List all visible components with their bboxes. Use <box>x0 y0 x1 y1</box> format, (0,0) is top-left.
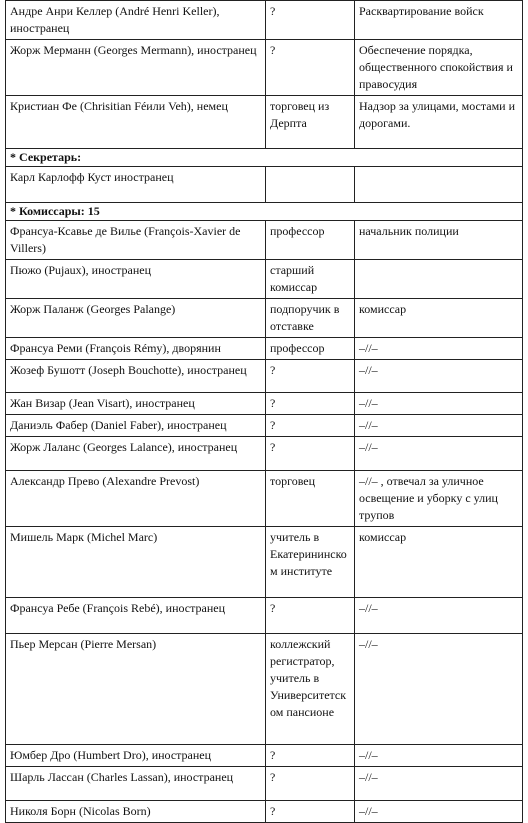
table-row <box>6 634 523 745</box>
occupation-cell: ? <box>266 1 355 40</box>
duty-cell: Надзор за улицами, мостами и дорогами. <box>355 96 523 149</box>
table-row <box>6 393 523 415</box>
table-row <box>6 360 523 393</box>
section-row <box>6 203 523 221</box>
name-cell: Франсуа Реми (François Rémy), дворянин <box>6 338 266 360</box>
table-row <box>6 338 523 360</box>
name-cell: Пюжо (Pujaux), иностранец <box>6 260 266 299</box>
occupation-cell: ? <box>266 598 355 634</box>
name-cell: Шарль Лассан (Charles Lassan), иностранец <box>6 767 266 801</box>
occupation-cell: торговец <box>266 471 355 527</box>
duty-cell: начальник полиции <box>355 221 523 260</box>
name-cell: Николя Борн (Nicolas Born) <box>6 801 266 823</box>
section-title: * Комиссары: 15 <box>6 203 523 221</box>
table-row <box>6 96 523 149</box>
name-cell: Карл Карлофф Куст иностранец <box>6 167 266 203</box>
duty-cell <box>355 167 523 203</box>
name-cell: Франсуа-Ксавье де Вилье (François-Xavier de Villers) <box>6 221 266 260</box>
table-row <box>6 801 523 823</box>
duty-cell: –//– <box>355 767 523 801</box>
name-cell: Жорж Лаланс (Georges Lalance), иностранец <box>6 437 266 471</box>
occupation-cell: ? <box>266 40 355 96</box>
table-row <box>6 767 523 801</box>
duty-cell: комиссар <box>355 527 523 598</box>
duty-cell: –//– <box>355 598 523 634</box>
duty-cell: –//– <box>355 393 523 415</box>
table-row <box>6 598 523 634</box>
occupation-cell: профессор <box>266 221 355 260</box>
name-cell: Мишель Марк (Michel Marc) <box>6 527 266 598</box>
table-row <box>6 299 523 338</box>
occupation-cell: ? <box>266 393 355 415</box>
duty-cell: –//– <box>355 745 523 767</box>
table-row <box>6 1 523 40</box>
name-cell: Франсуа Ребе (François Rebé), иностранец <box>6 598 266 634</box>
occupation-cell: коллежский регистратор, учитель в Университетском пансионе <box>266 634 355 745</box>
name-cell: Кристиан Фе (Chrisitian Féили Veh), немец <box>6 96 266 149</box>
table-row <box>6 260 523 299</box>
duty-cell: Расквартирование войск <box>355 1 523 40</box>
name-cell: Андре Анри Келлер (André Henri Keller), иностранец <box>6 1 266 40</box>
occupation-cell: ? <box>266 360 355 393</box>
occupation-cell: ? <box>266 415 355 437</box>
duty-cell: –//– <box>355 338 523 360</box>
occupation-cell: ? <box>266 437 355 471</box>
name-cell: Юмбер Дро (Humbert Dro), иностранец <box>6 745 266 767</box>
officials-table <box>5 0 523 823</box>
duty-cell: комиссар <box>355 299 523 338</box>
table-row <box>6 40 523 96</box>
section-title: * Секретарь: <box>6 149 523 167</box>
occupation-cell <box>266 167 355 203</box>
name-cell: Жорж Паланж (Georges Palange) <box>6 299 266 338</box>
name-cell: Пьер Мерсан (Pierre Mersan) <box>6 634 266 745</box>
duty-cell: –//– <box>355 801 523 823</box>
occupation-cell: учитель в Екатерининском институте <box>266 527 355 598</box>
duty-cell: –//– <box>355 415 523 437</box>
table-row <box>6 415 523 437</box>
table-body <box>6 1 523 823</box>
duty-cell: –//– , отвечал за уличное освещение и уборку с улиц трупов <box>355 471 523 527</box>
occupation-cell: старший комиссар <box>266 260 355 299</box>
section-row <box>6 149 523 167</box>
occupation-cell: ? <box>266 745 355 767</box>
table-row <box>6 221 523 260</box>
duty-cell: –//– <box>355 634 523 745</box>
occupation-cell: ? <box>266 801 355 823</box>
table-row <box>6 471 523 527</box>
name-cell: Жорж Мерманн (Georges Mermann), иностранец <box>6 40 266 96</box>
name-cell: Даниэль Фабер (Daniel Faber), иностранец <box>6 415 266 437</box>
table-row <box>6 527 523 598</box>
name-cell: Жан Визар (Jean Visart), иностранец <box>6 393 266 415</box>
table-row <box>6 167 523 203</box>
name-cell: Жозеф Бушотт (Joseph Bouchotte), иностранец <box>6 360 266 393</box>
table-row <box>6 437 523 471</box>
name-cell: Александр Прево (Alexandre Prevost) <box>6 471 266 527</box>
duty-cell: –//– <box>355 437 523 471</box>
table-row <box>6 745 523 767</box>
occupation-cell: подпоручик в отставке <box>266 299 355 338</box>
duty-cell: Обеспечение порядка, общественного спокойствия и правосудия <box>355 40 523 96</box>
duty-cell: –//– <box>355 360 523 393</box>
duty-cell <box>355 260 523 299</box>
occupation-cell: ? <box>266 767 355 801</box>
occupation-cell: торговец из Дерпта <box>266 96 355 149</box>
occupation-cell: профессор <box>266 338 355 360</box>
